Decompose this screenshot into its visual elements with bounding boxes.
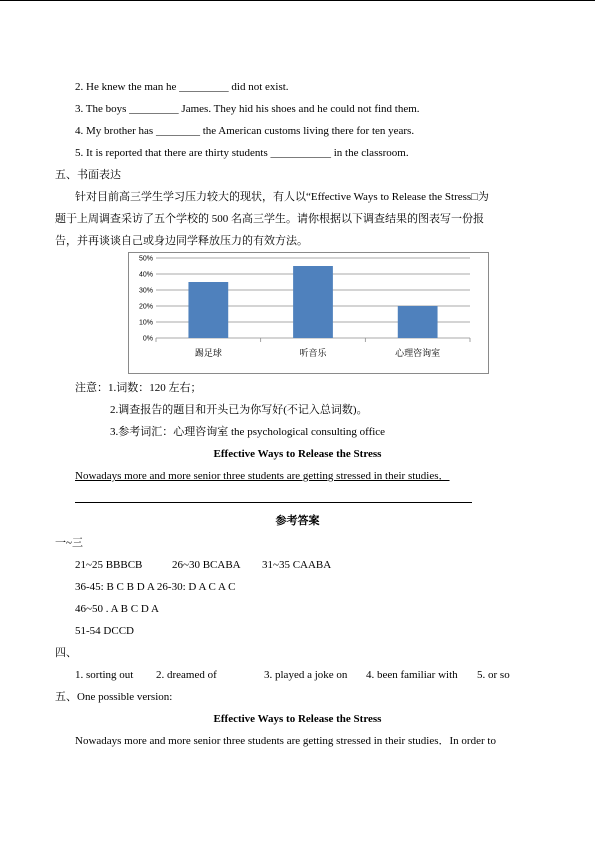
answer-row-3: 46~50 . A B C D A: [75, 603, 159, 615]
y-tick-label: 30%: [138, 287, 153, 295]
question-5: 5. It is reported that there are thirty students ___________ in the classroom.: [75, 147, 409, 159]
category-label: 听音乐: [299, 348, 327, 358]
y-tick-label: 50%: [138, 255, 153, 263]
question-2: 2. He knew the man he _________ did not exist.: [75, 81, 289, 93]
version-text: Nowadays more and more senior three students are getting stressed in their studies．In order to: [75, 735, 496, 747]
fill-answer-5: 5. or so: [477, 669, 510, 681]
chart-canvas: [129, 253, 488, 373]
essay-opening: Nowadays more and more senior three students are getting stressed in their studies．: [75, 470, 450, 482]
note-1: 注意：1.词数：120 左右；: [75, 382, 202, 394]
y-tick-label: 10%: [138, 319, 153, 327]
fill-answer-3: 3. played a joke on: [264, 669, 348, 681]
fill-answer-4: 4. been familiar with: [366, 669, 458, 681]
writing-prompt-line-1: 针对目前高三学生学习压力较大的现状，有人以“Effective Ways to Release the Stress□为: [75, 191, 489, 203]
survey-bar-chart: [128, 252, 489, 374]
version-title: Effective Ways to Release the Stress: [213, 713, 382, 725]
note-3: 3.参考词汇：心理咨询室 the psychological consulting office: [110, 426, 386, 438]
answers-heading: 参考答案: [275, 515, 320, 527]
answer-21-25: 21~25 BBBCB: [75, 559, 143, 571]
fill-answer-1: 1. sorting out: [75, 669, 134, 681]
bar-3: [398, 306, 438, 338]
bar-1: [188, 282, 228, 338]
question-3: 3. The boys _________ James. They hid his shoes and he could not find them.: [75, 103, 420, 115]
category-label: 踢足球: [194, 348, 222, 358]
category-label: 心理咨询室: [395, 348, 441, 358]
page-top-border: [0, 0, 595, 1]
note-2: 2.调查报告的题目和开头已为你写好(不记入总词数)。: [110, 404, 368, 416]
fill-answer-2: 2. dreamed of: [156, 669, 217, 681]
writing-prompt-line-2: 题于上周调查采访了五个学校的 500 名高三学生。请你根据以下调查结果的图表写一份报: [55, 213, 484, 225]
y-tick-label: 0%: [142, 335, 153, 343]
writing-prompt-line-3: 告，并再谈谈自己或身边同学释放压力的有效方法。: [55, 235, 308, 247]
answers-section-1: 一~三: [55, 537, 83, 549]
answer-26-30: 26~30 BCABA: [172, 559, 241, 571]
answer-line: [75, 502, 472, 503]
fill-answers-row: [75, 668, 510, 682]
answer-row-2: 36-45: B C B D A 26-30: D A C A C: [75, 581, 236, 593]
bar-2: [293, 266, 333, 338]
question-4: 4. My brother has ________ the American customs living there for ten years.: [75, 125, 415, 137]
answers-section-5: 五、One possible version:: [55, 691, 173, 703]
answer-row-1: [75, 558, 331, 572]
essay-title: Effective Ways to Release the Stress: [213, 448, 382, 460]
answer-31-35: 31~35 CAABA: [262, 559, 332, 571]
answer-row-4: 51-54 DCCD: [75, 625, 134, 637]
y-tick-label: 20%: [138, 303, 153, 311]
writing-section-heading: 五、书面表达: [55, 169, 121, 181]
answers-section-4: 四、: [55, 647, 77, 659]
y-tick-label: 40%: [138, 271, 153, 279]
